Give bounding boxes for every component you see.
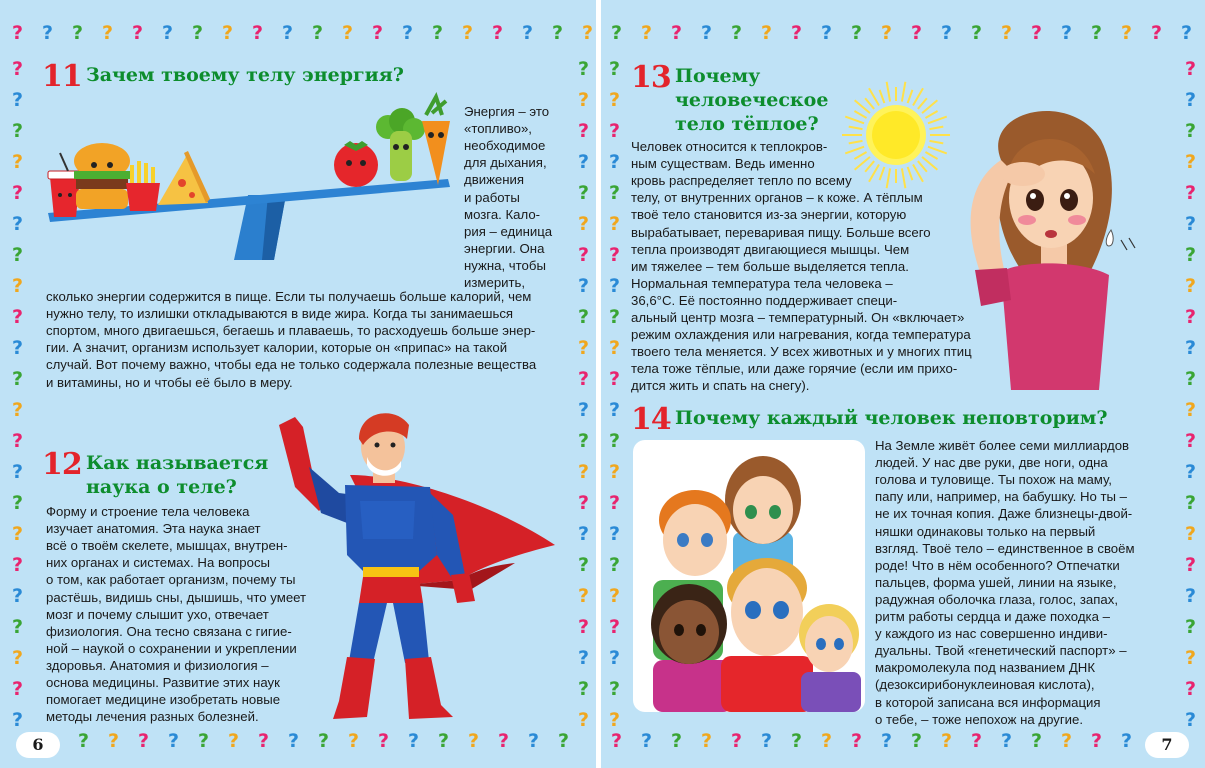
left-page [0,0,596,768]
question-mark-icon: ? [12,616,24,638]
question-mark-icon: ? [252,22,264,44]
text-line: 36,6°С. Её постоянно поддерживает специ- [631,292,898,308]
text-line: голова и туловище. Ты похож на маму, [875,472,1112,488]
question-mark-icon: ? [258,730,270,752]
question-mark-icon: ? [1185,616,1197,638]
question-mark-icon: ? [1185,368,1197,390]
question-mark-icon: ? [609,554,621,576]
sun-illustration [841,80,951,190]
question-mark-icon: ? [578,337,590,359]
question-mark-icon: ? [1185,492,1197,514]
text-line: им тяжелее – тем больше выделяется тепла. [631,258,909,274]
text-line: движения [464,172,525,188]
girl-illustration [961,100,1131,390]
text-line: всё о твоём скелете, мышцах, внутрен- [46,538,288,554]
question-mark-icon: ? [168,730,180,752]
text-line: сколько энергии содержится в пище. Если ты получаешь больше калорий, чем [46,289,532,304]
question-mark-icon: ? [12,709,24,731]
question-mark-icon: ? [701,22,713,44]
question-mark-icon: ? [609,461,621,483]
section-12-number: 12 [42,447,82,482]
question-mark-icon: ? [12,523,24,545]
question-mark-icon: ? [348,730,360,752]
question-mark-icon: ? [1181,22,1193,44]
question-mark-icon: ? [12,89,24,111]
question-mark-icon: ? [578,585,590,607]
text-line: растёшь, видишь сны, дышишь, что умеет [46,589,307,605]
text-line: о тебе, – тоже непохож на другие. [875,711,1084,727]
question-mark-icon: ? [609,337,621,359]
question-mark-icon: ? [851,22,863,44]
question-mark-icon: ? [609,58,621,80]
question-mark-icon: ? [12,58,24,80]
right-page [601,0,1205,768]
question-mark-icon: ? [641,22,653,44]
text-line: нужна, чтобы [464,257,546,273]
text-line: измерить, [464,275,526,290]
question-mark-icon: ? [609,275,621,297]
question-mark-icon: ? [578,306,590,328]
question-mark-icon: ? [1151,22,1163,44]
question-mark-icon: ? [761,730,773,752]
text-line: тело тёплое? [675,113,819,135]
question-mark-icon: ? [578,275,590,297]
text-line: твоё тело становится из-за энергии, которую [631,207,907,223]
question-mark-icon: ? [609,244,621,266]
question-mark-icon: ? [1121,730,1133,752]
text-line: энергии. Она [464,240,545,256]
question-mark-icon: ? [1185,709,1197,731]
text-line: наука о теле? [86,476,237,498]
text-line: спортом, много двигаешься, бегаешь и плаваешь, то расходуешь больше энер- [46,323,536,339]
question-mark-icon: ? [372,22,384,44]
question-mark-icon: ? [12,554,24,576]
question-mark-icon: ? [609,430,621,452]
question-mark-icon: ? [609,213,621,235]
question-mark-icon: ? [609,120,621,142]
question-mark-icon: ? [609,709,621,731]
question-mark-icon: ? [578,523,590,545]
question-mark-icon: ? [12,368,24,390]
text-line: На Земле живёт более семи миллиардов [875,438,1130,453]
question-mark-icon: ? [552,22,564,44]
question-mark-icon: ? [609,492,621,514]
text-line: Человек относится к теплокров- [631,139,828,154]
question-mark-icon: ? [578,430,590,452]
question-mark-icon: ? [578,678,590,700]
question-mark-icon: ? [42,22,54,44]
question-mark-icon: ? [1185,58,1197,80]
question-mark-icon: ? [462,22,474,44]
question-mark-icon: ? [1185,647,1197,669]
question-mark-icon: ? [318,730,330,752]
text-line: нужно телу, то излишки откладываются в виде жира. Когда ты занимаешься [46,306,514,322]
question-mark-icon: ? [12,678,24,700]
question-mark-icon: ? [162,22,174,44]
text-line: ритм работы сердца и даже походка – [875,609,1110,624]
text-line: ным существам. Ведь именно [631,156,815,172]
question-mark-icon: ? [378,730,390,752]
children-group-illustration [633,440,865,712]
text-line: мозга. Кало- [464,206,541,222]
question-mark-icon: ? [578,213,590,235]
question-mark-icon: ? [609,678,621,700]
text-line: твоего тела меняется. У всех животных и у многих птиц [631,344,972,360]
question-mark-icon: ? [12,430,24,452]
text-line: Нормальная температура тела человека – [631,275,893,291]
text-line: роде! Что в нём особенного? Отпечатки [875,557,1120,573]
text-line: рия – единица [464,223,553,239]
text-line: людей. У нас две руки, две ноги, одна [875,455,1108,471]
question-mark-icon: ? [1061,730,1073,752]
question-mark-icon: ? [468,730,480,752]
text-line: радужная оболочка глаза, голос, запах, [875,591,1118,607]
text-line: и работы [464,189,520,205]
question-mark-icon: ? [1185,120,1197,142]
question-mark-icon: ? [731,730,743,752]
question-mark-icon: ? [528,730,540,752]
question-mark-icon: ? [609,306,621,328]
text-line: «топливо», [464,121,532,137]
question-mark-icon: ? [12,275,24,297]
question-mark-icon: ? [282,22,294,44]
text-line: (дезоксирибонуклеиновая кислота), [875,677,1095,693]
question-mark-icon: ? [288,730,300,752]
question-mark-icon: ? [641,730,653,752]
question-mark-icon: ? [1031,22,1043,44]
question-mark-icon: ? [671,730,683,752]
question-mark-icon: ? [12,182,24,204]
text-line: основа медицины. Развитие этих наук [46,675,280,690]
question-mark-icon: ? [522,22,534,44]
question-mark-icon: ? [12,647,24,669]
text-line: вырабатывает, переваривая пищу. Больше всего [631,224,931,240]
section-13-number: 13 [631,60,671,95]
question-mark-icon: ? [578,647,590,669]
text-line: макромолекула под названием ДНК [875,660,1095,676]
question-mark-icon: ? [1185,275,1197,297]
question-mark-icon: ? [558,730,570,752]
question-mark-icon: ? [12,22,24,44]
question-mark-icon: ? [1185,244,1197,266]
question-mark-icon: ? [102,22,114,44]
question-mark-icon: ? [578,492,590,514]
question-mark-icon: ? [12,399,24,421]
question-mark-icon: ? [1031,730,1043,752]
text-line: Почему [675,65,761,87]
text-line: ной – наукой о сохранении и укреплении [46,640,297,656]
question-mark-icon: ? [1185,337,1197,359]
text-line: для дыхания, [464,155,547,171]
question-mark-icon: ? [609,151,621,173]
question-mark-icon: ? [222,22,234,44]
text-line: взгляд. Твоё тело – единственное в своём [875,540,1135,556]
question-mark-icon: ? [609,585,621,607]
question-mark-icon: ? [12,585,24,607]
text-line: необходимое [464,138,546,154]
question-mark-icon: ? [1185,399,1197,421]
text-line: не их точная копия. Даже близнецы-двой- [875,506,1133,522]
question-mark-icon: ? [1185,182,1197,204]
question-mark-icon: ? [12,151,24,173]
text-line: у каждого из нас совершенно индиви- [875,626,1108,642]
question-mark-icon: ? [911,730,923,752]
question-mark-icon: ? [492,22,504,44]
question-mark-icon: ? [609,182,621,204]
text-line: здоровья. Анатомия и физиология – [46,657,269,673]
question-mark-icon: ? [578,89,590,111]
question-mark-icon: ? [851,730,863,752]
question-mark-icon: ? [312,22,324,44]
question-mark-icon: ? [12,244,24,266]
question-mark-icon: ? [578,461,590,483]
section-11-number: 11 [42,59,82,94]
question-mark-icon: ? [881,730,893,752]
question-mark-icon: ? [1185,523,1197,545]
question-mark-icon: ? [228,730,240,752]
question-mark-icon: ? [609,523,621,545]
text-line: кровь распределяет тепло по всему [631,173,852,189]
question-mark-icon: ? [671,22,683,44]
question-mark-icon: ? [12,306,24,328]
question-mark-icon: ? [12,461,24,483]
question-mark-icon: ? [791,730,803,752]
question-mark-icon: ? [609,647,621,669]
question-mark-icon: ? [611,730,623,752]
superhero-illustration [255,405,555,725]
question-mark-icon: ? [971,730,983,752]
question-mark-icon: ? [731,22,743,44]
question-mark-icon: ? [108,730,120,752]
text-line: телу, от внутренних органов – к коже. А тёплым [631,190,923,206]
question-mark-icon: ? [1091,22,1103,44]
text-line: мозг и почему слышит ухо, отвечает [46,606,269,622]
text-line: Как называется [86,452,269,474]
text-line: дуальны. Твой «генетический паспорт» – [875,643,1127,659]
question-mark-icon: ? [1061,22,1073,44]
question-mark-icon: ? [1185,554,1197,576]
question-mark-icon: ? [402,22,414,44]
question-mark-icon: ? [881,22,893,44]
question-mark-icon: ? [578,368,590,390]
text-line: режим охлаждения или нагревания, когда температура [631,327,971,343]
text-line: методы лечения разных болезней. [46,709,259,725]
question-mark-icon: ? [132,22,144,44]
question-mark-icon: ? [1185,151,1197,173]
text-line: человеческое [675,89,829,111]
question-mark-icon: ? [1185,585,1197,607]
text-line: дится жить и спать на снегу). [631,378,810,394]
question-mark-icon: ? [342,22,354,44]
page-number-right: 7 [1145,732,1189,758]
text-line: них органах и системах. На вопросы [46,555,271,571]
question-mark-icon: ? [1121,22,1133,44]
text-line: изучает анатомия. Эта наука знает [46,521,261,537]
question-mark-icon: ? [609,616,621,638]
text-line: случай. Вот почему важно, чтобы еда не только содержала полезные вещества [46,357,537,373]
question-mark-icon: ? [578,120,590,142]
question-mark-icon: ? [438,730,450,752]
question-mark-icon: ? [1185,213,1197,235]
section-14-title: Почему каждый человек неповторим? [675,407,1108,429]
text-line: пальцев, форма ушей, линии на языке, [875,574,1117,590]
question-mark-icon: ? [12,337,24,359]
question-mark-icon: ? [1185,89,1197,111]
question-mark-icon: ? [78,730,90,752]
text-line: альный центр мозга – температурный. Он «включает» [631,310,965,325]
page-number-left: 6 [16,732,60,758]
question-mark-icon: ? [578,182,590,204]
text-line: Энергия – это [464,104,550,119]
question-mark-icon: ? [971,22,983,44]
text-line: помогает медицине изобретать новые [46,692,281,708]
question-mark-icon: ? [12,120,24,142]
question-mark-icon: ? [1001,730,1013,752]
question-mark-icon: ? [1001,22,1013,44]
question-mark-icon: ? [1185,678,1197,700]
question-mark-icon: ? [578,151,590,173]
question-mark-icon: ? [911,22,923,44]
question-mark-icon: ? [578,58,590,80]
question-mark-icon: ? [701,730,713,752]
text-line: в которой записана вся информация [875,694,1101,710]
question-mark-icon: ? [192,22,204,44]
question-mark-icon: ? [761,22,773,44]
question-mark-icon: ? [791,22,803,44]
question-mark-icon: ? [138,730,150,752]
question-mark-icon: ? [578,244,590,266]
question-mark-icon: ? [609,368,621,390]
question-mark-icon: ? [578,709,590,731]
question-mark-icon: ? [1185,461,1197,483]
section-11-title: Зачем твоему телу энергия? [86,64,404,86]
text-line: физиология. Она тесно связана с гигие- [46,623,292,639]
question-mark-icon: ? [1185,430,1197,452]
question-mark-icon: ? [72,22,84,44]
text-line: тепла производят двигающиеся мышцы. Чем [631,241,910,257]
question-mark-icon: ? [1185,306,1197,328]
question-mark-icon: ? [12,492,24,514]
text-line: папу или, например, на бабушку. Но ты – [875,489,1128,505]
question-mark-icon: ? [498,730,510,752]
text-line: Форму и строение тела человека [46,504,250,519]
question-mark-icon: ? [578,399,590,421]
section-14-number: 14 [631,402,671,437]
question-mark-icon: ? [821,22,833,44]
question-mark-icon: ? [941,730,953,752]
energy-balance-illustration [40,95,480,270]
question-mark-icon: ? [1091,730,1103,752]
question-mark-icon: ? [941,22,953,44]
text-line: няшки одинаковы только на первый [875,523,1096,539]
question-mark-icon: ? [578,616,590,638]
text-line: гии. А значит, организм использует калории, которые он «припас» на такой [46,340,508,356]
question-mark-icon: ? [609,399,621,421]
question-mark-icon: ? [578,554,590,576]
question-mark-icon: ? [609,89,621,111]
text-line: тела тоже тёплые, или даже горячие (если им прихо- [631,361,958,377]
text-line: и витамины, но и чтобы её было в меру. [46,374,293,390]
question-mark-icon: ? [12,213,24,235]
question-mark-icon: ? [198,730,210,752]
question-mark-icon: ? [611,22,623,44]
question-mark-icon: ? [408,730,420,752]
text-line: о том, как работает организм, почему ты [46,572,296,588]
question-mark-icon: ? [821,730,833,752]
question-mark-icon: ? [432,22,444,44]
question-mark-icon: ? [582,22,594,44]
